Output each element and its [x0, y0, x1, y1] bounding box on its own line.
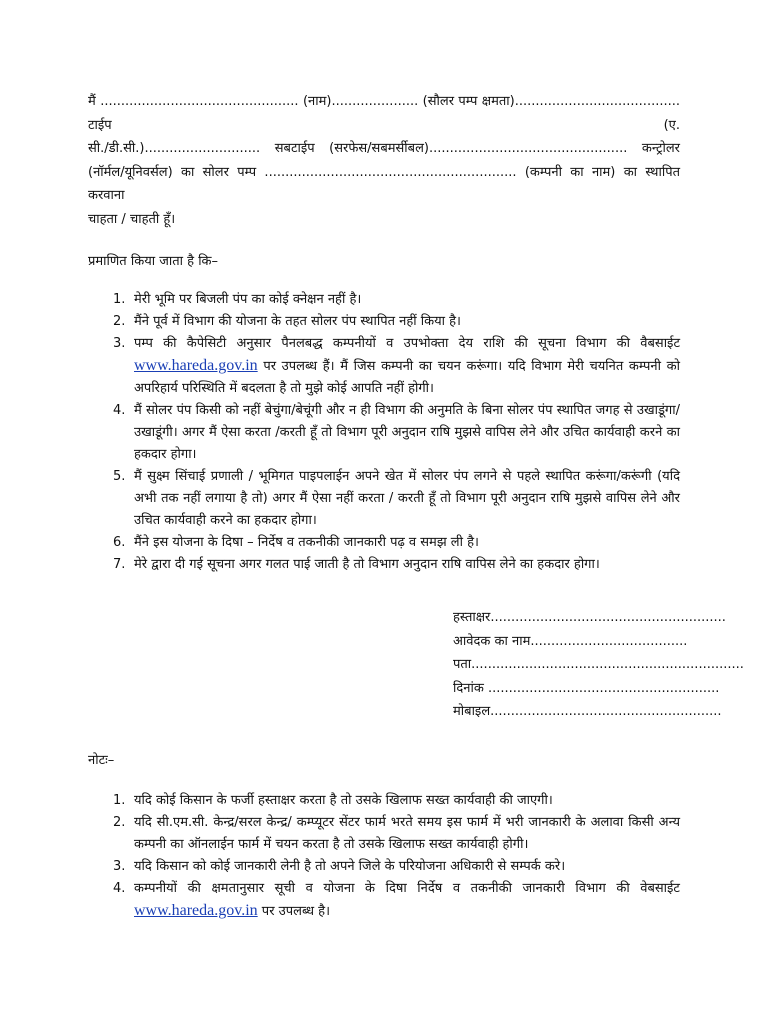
list-number: 5. — [113, 469, 126, 484]
list-item — [88, 333, 680, 400]
note-text: यदि सी.एम.सी. केन्द्र/सरल केन्द्र/ कम्प्यूटर सेंटर फार्म भरते समय इस फार्म में भरी जानकारी के अलावा किसी अन्य कम्पनी का ऑनलाईन फार्म में चयन करता है तो उसके खिलाफ सख्त कार्यवाही होगी। — [134, 814, 680, 852]
list-item — [88, 289, 680, 311]
list-text-pre: पम्प की कैपेसिटी अनुसार पैनलबद्ध कम्पनीयों व उपभोक्ता देय राशि की सूचना विभाग की वैबसाईट — [134, 336, 680, 351]
list-text: मैंने इस योजना के दिषा – निर्देष व तकनीकी जानकारी पढ़ व समझ ली है। — [134, 535, 479, 550]
note-text-post: पर उपलब्ध है। — [257, 903, 330, 919]
hareda-website-link[interactable]: www.hareda.gov.in — [134, 357, 258, 374]
note-text: यदि किसान को कोई जानकारी लेनी है तो अपने जिले के परियोजना अधिकारी से सम्पर्क करे। — [134, 858, 566, 874]
signature-field: हस्ताक्षर......................................................... — [453, 610, 726, 625]
declaration-line-1: मैं ................................................ (नाम)..................... (सौलर पम्प क्षमता)........................................ टाईप (ए. — [88, 94, 680, 133]
note-number: 3. — [113, 858, 126, 874]
list-item — [88, 400, 680, 466]
applicant-name-field: आवेदक का नाम...................................... — [453, 633, 688, 649]
list-number: 1. — [113, 292, 126, 307]
declaration-line-4: चाहता / चाहती हूँ। — [88, 211, 176, 227]
list-item — [88, 311, 680, 333]
declaration-list — [88, 289, 680, 576]
signature-block — [453, 606, 744, 724]
note-heading: नोटः– — [88, 752, 115, 768]
list-number: 2. — [113, 314, 126, 329]
date-field: दिनांक ........................................................ — [453, 680, 720, 696]
note-item — [88, 812, 680, 856]
certified-heading: प्रमाणित किया जाता है कि– — [88, 254, 219, 269]
list-item — [88, 466, 680, 532]
list-text: मेरे द्वारा दी गई सूचना अगर गलत पाई जाती है तो विभाग अनुदान राषि वापिस लेने का हकदार होगा। — [134, 557, 600, 572]
note-number: 2. — [113, 814, 126, 830]
address-field: पता.................................................................. — [453, 657, 744, 672]
notes-list — [88, 790, 680, 923]
mobile-field: मोबाइल........................................................ — [453, 704, 722, 719]
list-number: 6. — [113, 535, 126, 550]
note-item — [88, 878, 680, 923]
list-text: मैं सुक्ष्म सिंचाई प्रणाली / भूमिगत पाइपलाईन अपने खेत में सोलर पंप लगने से पहले स्थापित करूंगा/करूंगी (यदि अभी तक नहीं लगाया है तो) अगर मैं ऐसा नहीं करता / करती हूँ तो विभाग पूरी अनुदान राषि मुझसे वापिस लेने और उचित कार्यवाही करने का हकदार होगा। — [134, 469, 680, 528]
note-text: यदि कोई किसान के फर्जी हस्ताक्षर करता है तो उसके खिलाफ सख्त कार्यवाही की जाएगी। — [134, 792, 553, 808]
list-item — [88, 554, 680, 576]
declaration-line-3: (नॉर्मल/यूनिवर्सल) का सोलर पम्प ............................................................. (कम्पनी का नाम) का स्थापित करवाना — [88, 164, 680, 203]
list-text-post: पर उपलब्ध हैं। मैं जिस कम्पनी का चयन करूंगा। यदि विभाग मेरी चयनित कम्पनी को अपरिहार्य परिस्थिति में बदलता है तो मुझे कोई आपति नहीं होगी। — [134, 359, 680, 396]
list-text: मैंने पूर्व में विभाग की योजना के तहत सोलर पंप स्थापित नहीं किया है। — [134, 314, 461, 329]
list-number: 7. — [113, 557, 126, 572]
note-number: 1. — [113, 792, 126, 808]
list-number: 3. — [113, 336, 126, 351]
declaration-paragraph — [88, 90, 680, 231]
list-number: 4. — [113, 403, 126, 418]
note-item — [88, 856, 680, 878]
list-text: मैं सोलर पंप किसी को नहीं बेचुंगा/बेचूंगी और न ही विभाग की अनुमति के बिना सोलर पंप स्थापित जगह से उखाडूंगा/उखाडूंगी। अगर मैं ऐसा करता /करती हूँ तो विभाग पूरी अनुदान राषि मुझसे वापिस लेने और उचित कार्यवाही करने का हकदार होगा। — [134, 403, 680, 462]
list-item — [88, 532, 680, 554]
note-number: 4. — [113, 880, 126, 896]
hareda-website-link[interactable]: www.hareda.gov.in — [134, 901, 258, 919]
declaration-line-2: सी./डी.सी.)............................ सबटाईप (सरफेस/सबमर्सीबल)................................................ कन्ट्रोलर — [88, 141, 680, 156]
list-text: मेरी भूमि पर बिजली पंप का कोई क्नेक्षन नहीं है। — [134, 292, 362, 307]
note-item — [88, 790, 680, 812]
note-text-pre: कम्पनीयों की क्षमतानुसार सूची व योजना के दिषा निर्देष व तकनीकी जानकारी विभाग की वेबसाईट — [134, 880, 680, 896]
